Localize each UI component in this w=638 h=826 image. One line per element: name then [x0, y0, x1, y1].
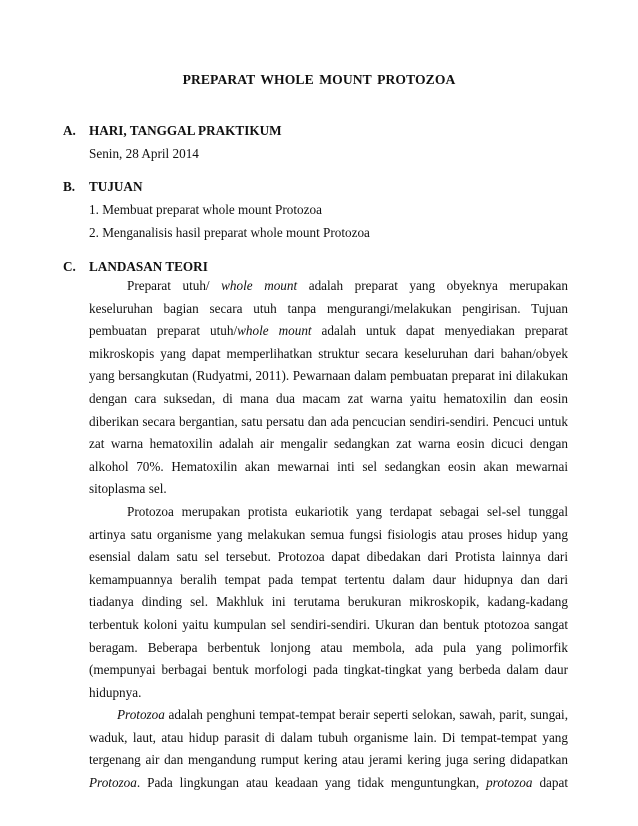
theory-paragraph-1: Preparat utuh/ whole mount adalah preparat yang obyeknya merupakan keseluruhan bagian secara utuh tanpa mengurangi/melakukan pengirisan. Tujuan pembuatan preparat utuh/whole mount adalah untuk dapat menyediakan preparat mikroskopis yang dapat memperlihatkan struktur secara keseluruhan dari bahan/obyek yang bersangkutan (Rudyatmi, 2011). Pewarnaan dalam pembuatan preparat ini dilakukan dengan cara suksedan, di mana dua macam zat warna yaitu hematoxilin dan eosin diberikan secara bergantian, satu persatu dan ada pencucian sendiri-sendiri. Pencuci untuk zat warna hematoxilin adalah air mengalir sedangkan zat warna eosin dicuci dengan alkohol 70%. Hematoxilin akan mewarnai inti sel sedangkan eosin akan mewarnai sitoplasma sel.	[89, 278, 568, 497]
theory-paragraph-2: Protozoa merupakan protista eukariotik yang terdapat sebagai sel-sel tunggal artinya satu organisme yang melakukan semua fungsi fisiologis atau proses hidup yang esensial dalam satu sel tersebut. Protozoa dapat dibedakan dari Protista lainnya dari kemampuannya beralih tempat pada tempat tertentu dalam daur hidupnya dan dari tiadanya dinding sel. Makhluk ini terutama berukuran mikroskopik, kadang-kadang terbentuk koloni yaitu kumpulan sel sendiri-sendiri. Ukuran dan bentuk ptotozoa sangat beragam. Beberapa berbentuk lonjong atau membola, ada pula yang polimorfik (mempunyai berbagai bentuk morfologi pada tingkat-tingkat yang berbeda dalam daur hidupnya.	[89, 503, 568, 700]
practicum-date: Senin, 28 April 2014	[89, 146, 199, 161]
objective-item-1: 1. Membuat preparat whole mount Protozoa	[89, 202, 322, 217]
section-b-heading: TUJUAN	[89, 179, 143, 194]
objective-item-2: 2. Menganalisis hasil preparat whole mount Protozoa	[89, 225, 370, 240]
theory-body	[89, 275, 568, 795]
section-c-letter: C.	[63, 259, 76, 274]
section-a-heading: HARI, TANGGAL PRAKTIKUM	[89, 123, 282, 138]
section-a-letter: A.	[63, 123, 76, 138]
document-title: PREPARAT WHOLE MOUNT PROTOZOA	[182, 72, 456, 87]
section-c-heading: LANDASAN TEORI	[89, 259, 208, 274]
theory-paragraph-3: Protozoa adalah penghuni tempat-tempat berair seperti selokan, sawah, parit, sungai, waduk, laut, atau hidup parasit di dalam tubuh organisme lain. Di tempat-tempat yang tergenang air dan mengandung rumput kering atau jerami kering juga sering didapatkan Protozoa. Pada lingkungan atau keadaan yang tidak menguntungkan, protozoa dapat	[89, 707, 568, 791]
section-b-letter: B.	[63, 179, 76, 194]
